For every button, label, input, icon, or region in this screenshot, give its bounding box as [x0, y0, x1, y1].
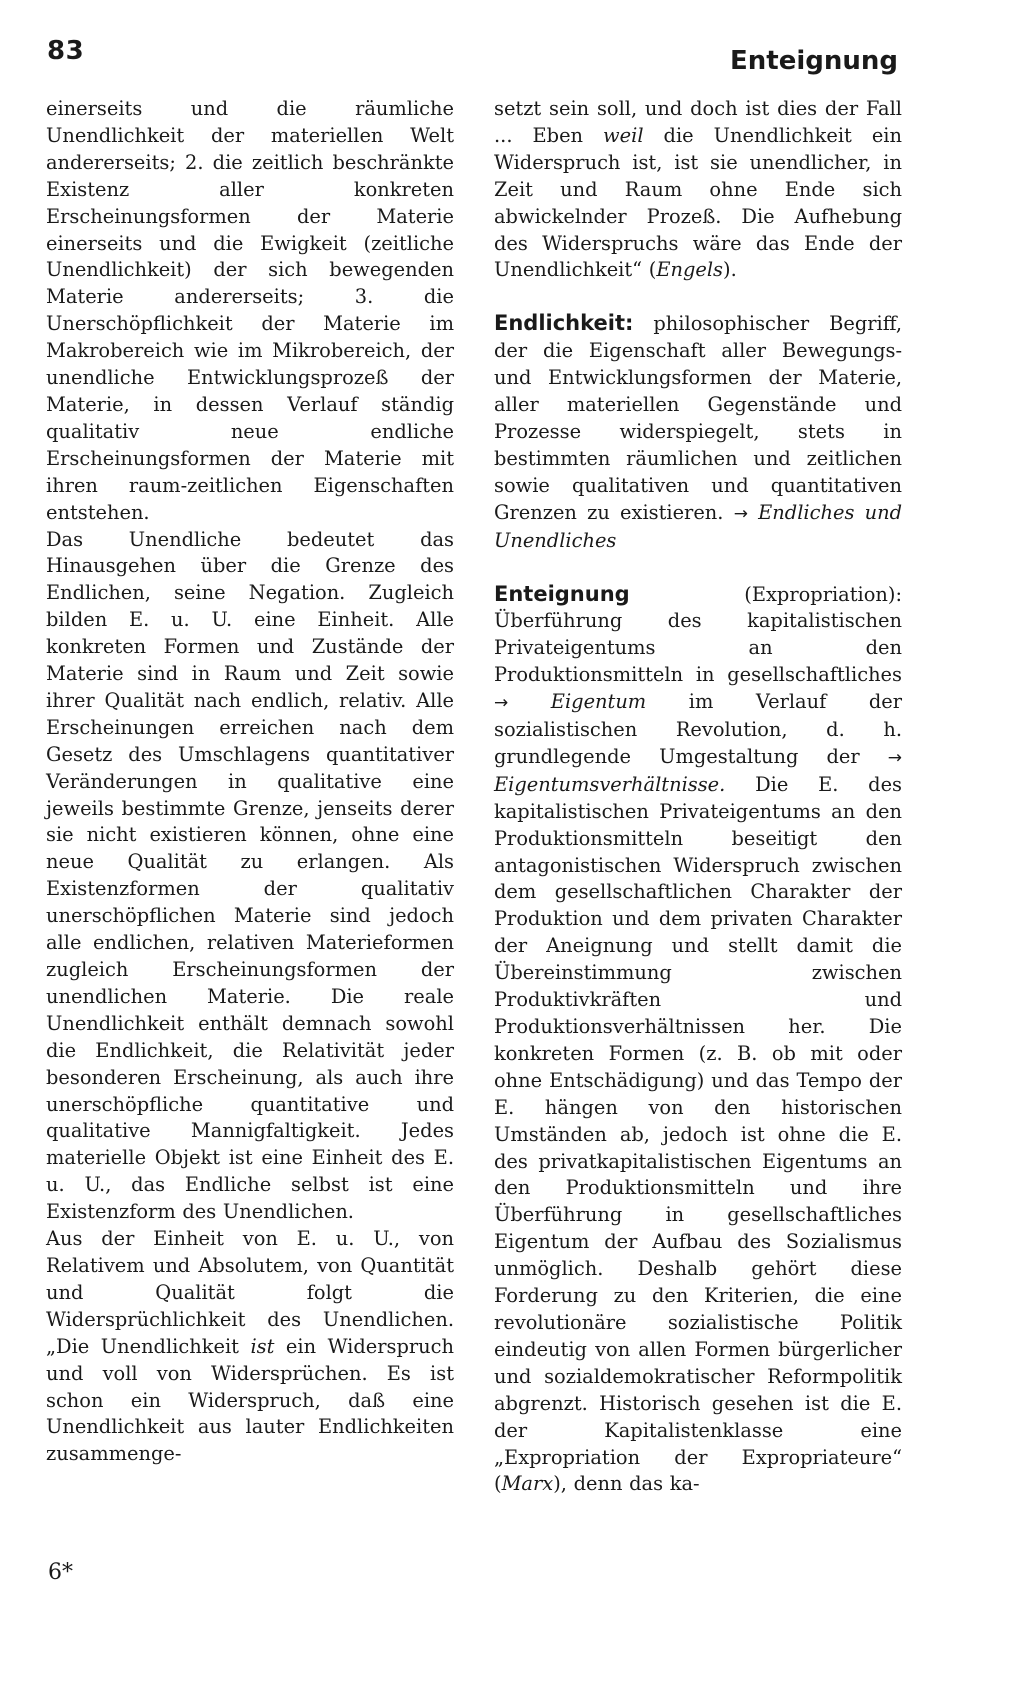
author-marx: Marx: [501, 1472, 554, 1496]
entry-endlichkeit: [494, 310, 902, 554]
cross-reference-arrow-icon: →: [733, 503, 748, 524]
entry-enteignung: [494, 581, 902, 1499]
cross-reference-arrow-icon: →: [494, 693, 509, 714]
entry-text: philosophischer Begriff, der die Eigenschaft aller Bewegungs- und Entwicklungsformen der Materie, aller materiellen Gegenstände und Prozesse widerspiegelt, stets in bestimmten räumlichen und zeitlichen sowie qualitativen und quantitativen Grenzen zu existieren.: [494, 312, 902, 524]
entry-text: (Expropriation): Überführung des kapitalistischen Privateigentums an den Produktionsmitteln in gesellschaftliches: [494, 582, 902, 687]
entry-text: ), denn das ka-: [553, 1472, 700, 1496]
cross-reference-arrow-icon: →: [887, 747, 902, 768]
paragraph-text: Das Unendliche bedeutet das Hinausgehen über die Grenze des Endlichen, seine Negation. Zugleich bilden E. u. U. eine Einheit. Alle konkreten Formen und Zustände der Materie sind in Raum und Zeit sowie ihrer Qualität nach endlich, relativ. Alle Erscheinungen erreichen nach dem Gesetz des Umschlagens quantitativer Veränderungen in qualitative eine jeweils bestimmte Grenze, jenseits derer sie nicht existieren können, ohne eine neue Qualität zu erlangen. Als Existenzformen der qualitativ unerschöpflichen Materie sind jedoch alle endlichen, relativen Materieformen zugleich Erscheinungsformen der unendlichen Materie. Die reale Unendlichkeit enthält demnach sowohl die Endlichkeit, die Relativität jeder besonderen Erscheinung, als auch ihre unerschöpfliche quantitative und qualitative Mannigfaltigkeit. Jedes materielle Objekt ist eine Einheit des E. u. U., das Endliche selbst ist eine Existenzform des Unendlichen.: [46, 527, 454, 1224]
emphasis-weil: weil: [603, 123, 644, 147]
paragraph-text: ).: [723, 258, 737, 282]
paragraph-text: die Unendlichkeit ein Widerspruch ist, ist sie unendlicher, in Zeit und Raum ohne Ende sich abwickelnder Prozeß. Die Aufhebung des Widerspruchs wäre das Ende der Unendlichkeit“ (: [494, 123, 902, 282]
cross-reference-eigentum[interactable]: Eigentum: [550, 690, 647, 714]
infinite-definition-paragraph: [46, 527, 454, 1227]
running-head: Enteignung: [730, 46, 898, 76]
paragraph-text: Aus der Einheit von E. u. U., von Relativem und Absolutem, von Quantität und Qualität folgt die Widersprüchlichkeit des Unendlichen. „Die Unendlichkeit: [46, 1227, 454, 1358]
sheet-signature: 6*: [48, 1560, 73, 1585]
author-engels: Engels: [656, 258, 724, 282]
emphasis-ist: ist: [250, 1334, 275, 1358]
cross-reference-eigentumsverhaeltnisse[interactable]: Eigentumsverhältnisse.: [494, 772, 726, 796]
contradiction-paragraph: [46, 1226, 454, 1468]
left-column: [46, 96, 454, 1468]
page-number: 83: [47, 36, 85, 66]
paragraph-text: einerseits und die räumliche Unendlichkeit der materiellen Welt andererseits; 2. die zeitlich beschränkte Existenz aller konkreten Erscheinungsformen der Materie einerseits und die Ewigkeit (zeitliche Unendlichkeit) der sich bewegenden Materie andererseits; 3. die Unerschöpflichkeit der Materie im Makrobereich wie im Mikrobereich, der unendliche Entwicklungsprozeß der Materie, in dessen Verlauf ständig qualitativ neue endliche Erscheinungsformen der Materie mit ihren raum-zeitlichen Eigenschaften entstehen.: [46, 97, 454, 524]
entry-headword-endlichkeit: Endlichkeit:: [494, 311, 634, 336]
infinity-aspects-paragraph: [46, 96, 454, 527]
right-column: [494, 96, 902, 1498]
cross-reference-endliches-und-unendliches[interactable]: Endliches und Unendliches: [494, 500, 902, 552]
engels-quote-continuation: [494, 96, 902, 284]
paragraph-text: ein Widerspruch und voll von Widersprüchen. Es ist schon ein Widerspruch, daß eine Unendlichkeit aus lauter Endlichkeiten zusammenge-: [46, 1334, 454, 1466]
entry-text: Die E. des kapitalistischen Privateigentums an den Produktionsmitteln beseitigt den antagonistischen Widerspruch zwischen dem gesellschaftlichen Charakter der Produktion und dem privaten Charakter der Aneignung und stellt damit die Übereinstimmung zwischen Produktivkräften und Produktionsverhältnissen her. Die konkreten Formen (z. B. ob mit oder ohne Entschädigung) und das Tempo der E. hängen von den historischen Umständen ab, jedoch ist ohne die E. des privatkapitalistischen Eigentums an den Produktionsmitteln und ihre Überführung in gesellschaftliches Eigentum der Aufbau des Sozialismus unmöglich. Deshalb gehört diese Forderung zu den Kriterien, die eine revolutionäre sozialistische Politik eindeutig von allen Formen bürgerlicher und sozialdemokratischer Reformpolitik abgrenzt. Historisch gesehen ist die E. der Kapitalistenklasse eine „Expropriation der Expropriateure“ (: [494, 772, 902, 1496]
entry-headword-enteignung: Enteignung: [494, 581, 630, 606]
paragraph-text: setzt sein soll, und doch ist dies der Fall ... Eben: [494, 97, 902, 147]
entry-text: im Verlauf der sozialistischen Revolution, d. h. grundlegende Umgestaltung der: [494, 690, 902, 768]
